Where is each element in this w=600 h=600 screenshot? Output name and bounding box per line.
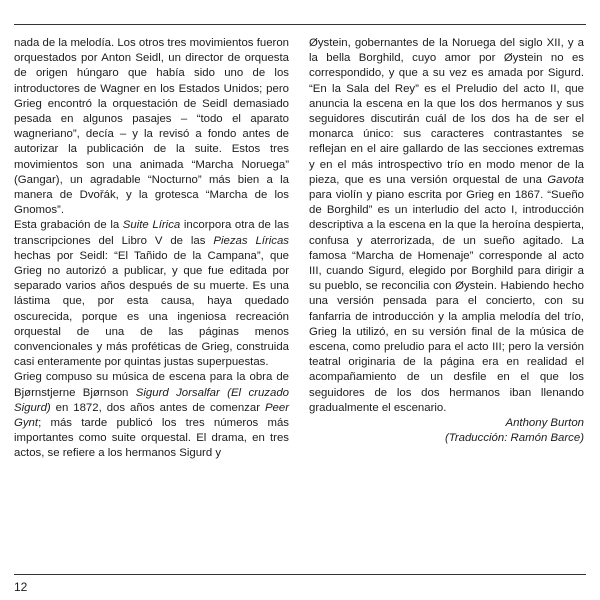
left-paragraph-1 <box>14 36 289 218</box>
paragraph-text: incorpora otra de las transcripciones del Libro V de las <box>14 219 290 247</box>
author-signature: Anthony Burton <box>505 417 584 430</box>
work-title: Gavota <box>547 173 584 186</box>
bottom-rule <box>14 574 586 575</box>
right-column <box>309 36 584 446</box>
translator-credit: (Traducción: Ramón Barce) <box>444 432 584 445</box>
work-title: Peer Gynt <box>14 401 289 430</box>
paragraph-text: ; más tarde publicó los tres números más importantes como suite orquestal. El drama, en tres actos, se refiere a los hermanos Sigurd y <box>14 417 289 460</box>
right-paragraph-1 <box>309 36 584 416</box>
paragraph-text: en 1872, dos años antes de comenzar <box>50 401 265 414</box>
top-rule <box>14 24 586 25</box>
paragraph-text: Esta grabación de la <box>14 219 123 232</box>
left-paragraph-2 <box>14 218 289 370</box>
work-title: Sigurd Jorsalfar (El cruzado Sigurd) <box>14 386 290 414</box>
left-paragraph-3 <box>14 370 289 461</box>
paragraph-text: para violín y piano escrita por Grieg en 1867. “Sueño de Borghild” es un interludio del acto I, introducción descriptiva a la escena en la que la heroína despierta, confusa y aterrorizada, de un sueño agitado. La famosa “Marcha de Homenaje” corresponde al acto III, cuando Sigurd, elegido por Borghild para dirigir a su pueblo, se reconcilia con Øystein. Habiendo hecho una versión pensada para el concierto, con su fanfarria de introducción y la amplia melodía del trío, Grieg la utilizó, en su versión final de la música de escena, como preludio para el acto III; pero la versión teatral originaria de la página era en realidad el acompañamiento de un desfile en el que los seguidores de los dos hermanos iban llenando gradualmente el escenario. <box>309 189 584 414</box>
paragraph-text: nada de la melodía. Los otros tres movimientos fueron orquestados por Anton Seidl, un director de orquesta de origen húngaro que había sido uno de los introductores de Wagner en los Estados Unidos; pero Grieg encontró la orquestación de Seidl demasiado pesada en algunos pasajes – “todo el aparato wagneriano”, decía – y la revisó a fondo antes de autorizar la publicación de la suite. Estos tres movimientos son una animada “Marcha Noruega” (Gangar), un agradable “Nocturno” más bien a la manera de Dvořák, y la grotesca “Marcha de los Gnomos”. <box>14 37 289 217</box>
paragraph-text: Øystein, gobernantes de la Noruega del siglo XII, y a la bella Borghild, cuyo amor por Øystein no es correspondido, y que a su vez es amada por Sigurd. “En la Sala del Rey” es el Preludio del acto II, que anuncia la escena en la que los dos hermanos y sus seguidores discutirán cuál de los dos ha de ser el monarca único: sus caracteres contrastantes se reflejan en el aire gallardo de las secciones extremas y en el más introspectivo trío en modo menor de la pieza, que es una versión orquestal de una <box>309 37 584 186</box>
page-number: 12 <box>14 580 28 594</box>
work-title: Suite Lírica <box>122 219 181 232</box>
work-title: Piezas Líricas <box>213 234 289 247</box>
paragraph-text: hechas por Seidl: “El Tañido de la Campana”, que Grieg no autorizó a publicar, y que fue editada por separado varios años después de su muerte. Es una lástima que, por esta causa, haya quedado oscurecida, porque es una ingeniosa recreación orquestal de una de las páginas menos convencionales y más proféticas de Grieg, construida casi enteramente por quintas justas superpuestas. <box>14 249 289 369</box>
left-column <box>14 36 289 462</box>
paragraph-text: Grieg compuso su música de escena para la obra de Bjørnstjerne Bjørnson <box>14 371 289 399</box>
